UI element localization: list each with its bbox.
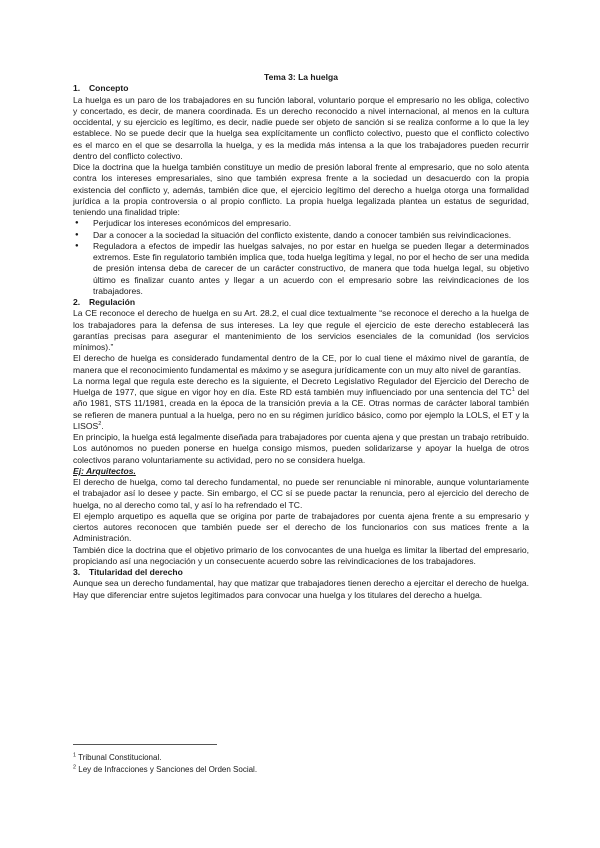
section-title: Concepto	[89, 83, 129, 94]
paragraph: La huelga es un paro de los trabajadores en su función laboral, voluntario porque el empresario no les obliga, colectivo y concertado, es decir, de manera coordinada. Es un derecho reconocido a nivel internacional, al menos en la cultura occidental, y su ejercicio es legítimo, es decir, nadie puede ser objeto de sanción si se realiza conforme a lo que la ley establece. No se puede decir que la huelga sea explícitamente un conflicto colectivo, puesto que el conflicto colectivo es el marco en el que se desarrolla la huelga, y es la medida más intensa a la que los trabajadores pueden recurrir dentro del conflicto colectivo.	[73, 94, 529, 161]
list-item: ● Dar a conocer a la sociedad la situación del conflicto existente, dando a conocer también sus reivindicaciones.	[73, 230, 529, 241]
footnote-mark: 2	[73, 764, 77, 771]
paragraph: El derecho de huelga, como tal derecho fundamental, no puede ser renunciable ni minorable, aunque voluntariamente el trabajador así lo desee y pacte. Sin embargo, el CC sí se puede pactar la renuncia, pero al ejercicio del derecho de huelga, no al derecho como tal, y así lo ha refrendado el TC.	[73, 477, 529, 510]
paragraph: Dice la doctrina que la huelga también constituye un medio de presión laboral frente al empresario, que no solo atenta contra los intereses empresariales, sino que también expresa frente a la sociedad un desacuerdo con la propia existencia del conflicto y, además, también dice que, el ejercicio legítimo del derecho a huelga otorga una formalidad jurídica a la propia controversia o al propio conflicto. La propia huelga legalizada plantea un estatus de seguridad, teniendo una finalidad triple:	[73, 162, 529, 217]
footnote	[73, 752, 529, 764]
list-item: ● Perjudicar los intereses económicos del empresario.	[73, 218, 529, 229]
paragraph	[73, 376, 529, 432]
section-number: 1.	[73, 83, 81, 94]
footnote-mark: 1	[73, 752, 77, 759]
section-heading-concepto	[73, 83, 529, 94]
paragraph: La CE reconoce el derecho de huelga en su Art. 28.2, el cual dice textualmente “se reconoce el derecho a la huelga de los trabajadores para la defensa de sus intereses. La ley que regule el ejercicio de este derecho establecerá las garantías precisas para asegurar el mantenimiento de los servicios esenciales de la comunidad (los servicios mínimos).”	[73, 308, 529, 352]
section-number: 3.	[73, 567, 81, 577]
footnote-text: Tribunal Constitucional.	[76, 753, 162, 762]
paragraph: También dice la doctrina que el objetivo primario de los convocantes de una huelga es limitar la libertad del empresario, propiciando así una negociación y un consecuente acuerdo sobre las reivindicaciones de los trabajadores.	[73, 544, 529, 566]
footnote-text: Ley de Infracciones y Sanciones del Orden Social.	[76, 765, 258, 774]
paragraph: El derecho de huelga es considerado fundamental dentro de la CE, por lo cual tiene el máximo nivel de garantía, de manera que el reconocimiento fundamental es máximo y se asegura jurídicamente con un muy alto nivel de garantías.	[73, 353, 529, 375]
text-run: .	[101, 420, 104, 431]
footnote-divider	[73, 744, 217, 745]
section-heading-titularidad	[73, 567, 529, 578]
text-run: del año 1981, STS 11/1981, creada en la época de la transición previa a la CE. Otras normas de carácter laboral también se refieren de manera puntual a la huelga, pero no en su régimen jurídico básico, como por ejemplo la LOLS, el ET y la LISOS	[73, 387, 529, 431]
page-title: Tema 3: La huelga	[264, 72, 338, 82]
footnotes	[73, 744, 529, 776]
list-item: ● Reguladora a efectos de impedir las huelgas salvajes, no por estar en huelga se pueden llegar a determinados extremos. Este fin regulatorio también implica que, toda huelga legítima y legal, no por el hecho de ser una medida de presión intensa deba de carecer de un carácter constructivo, de manera que toda huelga legal, su objetivo último es finalizar cuanto antes y llegar a un acuerdo con el empresario sobre las reivindicaciones de los trabajadores.	[73, 241, 529, 297]
bullet-list	[73, 218, 529, 297]
footnote-ref[interactable]: 1	[511, 387, 515, 394]
section-title: Titularidad del derecho	[89, 567, 183, 577]
section-heading-regulacion	[73, 297, 529, 308]
footnote-ref[interactable]: 2	[98, 420, 102, 427]
paragraph: En principio, la huelga está legalmente diseñada para trabajadores por cuenta ajena y que prestan un trabajo retribuido. Los autónomos no pueden ponerse en huelga consigo mismos, pueden solidarizarse y apoyar la huelga de otros colectivos parano voluntariamente su actividad, pero no se considera huelga.	[73, 432, 529, 465]
footnote	[73, 764, 529, 776]
example-label: Ej: Arquitectos.	[73, 465, 136, 476]
paragraph: El ejemplo arquetipo es aquella que se origina por parte de trabajadores por cuenta ajena frente a su empresario y ciertos autores reconocen que también puede ser el derecho de los funcionarios con sus matices frente a la Administración.	[73, 510, 529, 544]
text-run: La norma legal que regula este derecho es la siguiente, el Decreto Legislativo Regulador del Ejercicio del Derecho de Huelga de 1977, que sigue en vigor hoy en día. Este RD está también muy influenciado por una sentencia del TC	[73, 375, 529, 397]
section-title: Regulación	[89, 297, 136, 307]
paragraph: Aunque sea un derecho fundamental, hay que matizar que trabajadores tienen derecho a ejercitar el derecho de huelga. Hay que diferenciar entre sujetos legitimados para convocar una huelga y los titulares del derecho a huelga.	[73, 578, 529, 600]
document-body	[73, 72, 529, 601]
section-number: 2.	[73, 297, 81, 307]
